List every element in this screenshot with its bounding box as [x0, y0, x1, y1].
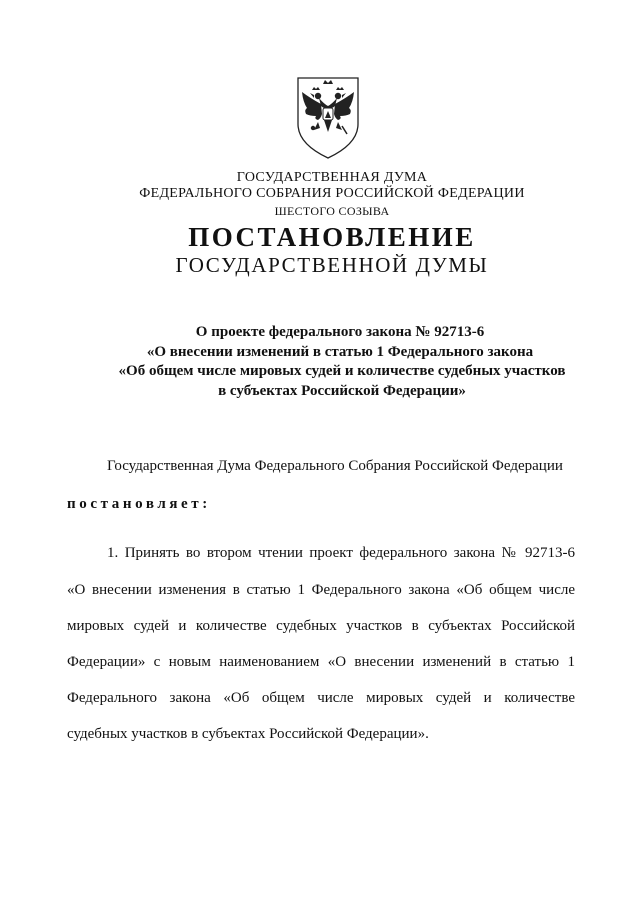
coat-of-arms-icon — [294, 72, 362, 160]
paragraph-1-line: Федерального закона «Об общем числе мировых судей и количестве — [67, 690, 575, 706]
subject-line-4: в субъектах Российской Федерации» — [218, 383, 466, 399]
intro-sentence: Государственная Дума Федерального Собрания Российской Федерации — [107, 458, 563, 474]
paragraph-1-line: Федерации» с новым наименованием «О внесении изменений в статью 1 — [67, 654, 575, 670]
paragraph-1-line: мировых судей и количестве судебных участков в субъектах Российской — [67, 618, 575, 634]
document-issuer: ГОСУДАРСТВЕННОЙ ДУМЫ — [175, 253, 489, 277]
org-name-line-1: ГОСУДАРСТВЕННАЯ ДУМА — [236, 170, 428, 185]
subject-line-2: «О внесении изменений в статью 1 Федерального закона — [146, 344, 534, 360]
decides-word: постановляет: — [67, 496, 211, 512]
paragraph-1-line: «О внесении изменения в статью 1 Федерального закона «Об общем числе — [67, 582, 575, 598]
document-type-title: ПОСТАНОВЛЕНИЕ — [188, 222, 476, 252]
paragraph-1-line: 1. Принять во втором чтении проект федерального закона № 92713-6 — [107, 545, 575, 561]
subject-line-1: О проекте федерального закона № 92713-6 — [195, 324, 485, 340]
subject-line-3: «Об общем числе мировых судей и количестве судебных участков — [118, 363, 566, 379]
paragraph-1-line: судебных участков в субъектах Российской Федерации». — [67, 726, 429, 742]
org-name-line-2: ФЕДЕРАЛЬНОГО СОБРАНИЯ РОССИЙСКОЙ ФЕДЕРАЦИИ — [139, 186, 525, 201]
convocation-line: ШЕСТОГО СОЗЫВА — [274, 204, 390, 218]
